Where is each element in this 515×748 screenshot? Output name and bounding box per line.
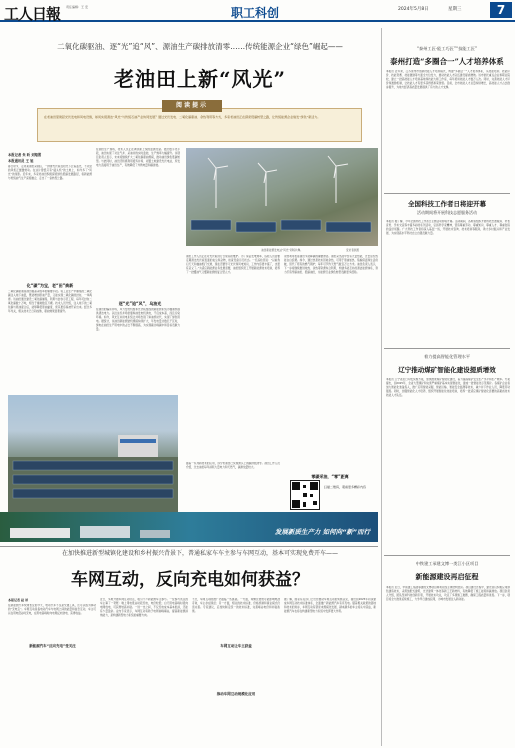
article-column: 不过，车网互动的推广仍面临一些挑战。一方面，频繁充放电可能影响电池寿命，车主存在顾虑；另一方面，相关的技术标准、价格机制和商业模式仍需完善。专家建议，应加快制定统一的技术标准，完善峰谷电价和补贴政策。 — [192, 598, 280, 614]
sidebar-article-text: 本报讯 近日，中铁建工集团承建的文博项目顺利完成主体结构封顶。项目建设过程中，建设者们积极应用绿色建造技术，采用装配式建筑、光伏建筑一体化等新工艺新材料，有效降低了施工能耗和碳排放。项目负责人介绍，团队坚持科技创新引领，开展技术攻关，攻克了多项施工难题，确保工程质量和进度。下一步，项目将全力推进后续施工，力争早日建成投用，为城市发展注入新动能。 — [386, 586, 510, 602]
qr-code[interactable] — [290, 480, 320, 510]
article-column: 在油田的偏远井场，风力发电机组和光伏板组成的新能源系统为抽油机提供清洁电力。以往这些井场依靠柴油发电机供电，不仅成本高，而且污染环境。如今，风光互补供电系统让井场告别了柴油机时代，实现了绿色用电。据统计，该油田新能源装机规模持续扩大，年发电量达数亿千瓦时，绿电在油田生产用电中的占比不断提高，为实现碳达峰碳中和目标贡献力量。 — [96, 308, 180, 332]
reading-tips-label: 阅读提示 — [162, 100, 222, 112]
article-column: 油田工作人员正在对光伏板进行日常巡检维护。为了保证发电效率，巡检人员需要定期清洁光伏板表面的灰尘和杂物，检查设备运行状态。一名巡检员说：“以前我们天天和抽油机打交道，现在还要学习光伏和风电知识，工作内容更丰富了，也更有意义了。”为适应新能源业务发展需要，油田组织员工开展新能源技术培训，培养了一批懂油气又懂新能源的复合型人才。 — [186, 255, 280, 275]
article-column: 春日时节，走进某油田采油区，一排排光伏板在阳光下泛着蓝光，不远处的风机正缓缓转动。在这片曾经只有“磕头机”的土地上，如今多了“风光”的身影。近年来，多家老油田积极探索绿色低碳发展路径，将新能源与传统油气生产深度融合，走出了一条转型之路。 — [8, 165, 92, 181]
sidebar-divider — [384, 555, 510, 556]
qr-code-text: 扫描二维码，观看更多精彩内容 — [324, 485, 367, 489]
article-subhead: 化“碳”为宝，老“田”焕新 — [26, 283, 74, 288]
solar-plant-photo — [8, 395, 178, 513]
photo-caption: 油田新能源发电站“风光”同场共舞。 — [261, 249, 303, 252]
page-number: 7 — [490, 2, 512, 18]
article-column: 在油田生产现场，技术人员正在调试新上线的监测设备。通过数字化手段，油田实现了对注气井、采油井的实时监控，生产效率大幅提升。该项目负责人表示，未来将继续扩大二氧化碳驱油规模，推动油田绿色低碳转型。与此同时，油田还积极利用废弃井场、闲置土地建设光伏电站，所发电力直接用于油田生产，有效降低了外购电量和碳排放。 — [96, 148, 180, 168]
sidebar-divider — [384, 193, 510, 194]
sidebar-headline: 全国科技工作者日将迎开幕 — [408, 200, 486, 208]
article-column: 随着一系列新技术的应用，部分老油田已实现源头上的碳排放清零。油田工作人员介绍，过去油田每年消耗大量电力和天然气，碳排放量较大。 — [186, 462, 280, 470]
charging-headline: 车网互动，反向充电如何获益？ — [71, 570, 309, 590]
column-divider — [381, 28, 382, 746]
article-subhead: 逐“光”追“风”，乌油光 — [118, 301, 162, 306]
sidebar-headline: 泰州打造“多圈合一”人才培养体系 — [390, 57, 504, 66]
charging-kicker: 在加快推进新型城镇化建设和乡村振兴背景下，普通私家车车主参与车网互动，基本可实现免费开车—— — [61, 550, 338, 557]
sidebar-article-text: 本报讯 辽宁省近日印发实施方案，加快推进煤矿智能化建设，着力提高煤矿安全生产水平和生产效率。方案提出，到2025年，全省大型煤矿和灾害严重煤矿基本实现智能化，建成一批智能化示范煤矿。各煤矿企业将加大智能化装备投入，推广应用智能采掘、智能运输、智能安全监测等技术，减少井下作业人员，降低劳动强度。同时，加强智能化人才培养，组织开展智能化技能培训，培养一批适应煤矿智能化需要的高素质技术技能人才队伍。 — [386, 378, 510, 398]
byline-correspondent: 本报通讯员 王 旭 — [8, 159, 34, 163]
sidebar-subheadline: 活动期间将开展科技志愿服务活动 — [417, 210, 477, 215]
sidebar-kicker: “泰州工匠·能工巧匠”“技能工匠” — [416, 46, 478, 51]
article-subhead: 新能源汽车“反向充电”受关注 — [29, 644, 76, 648]
issue-weekday: 星期三 — [448, 7, 462, 12]
wind-solar-photo — [186, 148, 378, 246]
article-column: 据了解，国家有关部门已出台推动车网互动的实施意见，提出到2025年初步建成车网互动技术标准体系，全面推广新能源汽车有序充电。随着相关政策的落地和技术的进步，车网互动有望迎来规模化发展，越来越多的车主将从中获益，新能源汽车也将在构建新型电力系统中发挥更大作用。 — [284, 598, 376, 614]
article-column: 余热利用也是油田节能降碳的重要途径。油田采出液中含有大量热能，过去这些热能白白浪费。如今，通过热泵技术回收余热，可用于原油加热、集输保温和生活供暖，替代了原有的燃气锅炉，每年可节约天然气数百万立方米。油田负责人表示，下一步将继续推进地热、余热等资源综合利用，构建多能互补的清洁能源体系，努力打造零碳油田、低碳油田，为能源行业绿色转型贡献更多经验。 — [284, 255, 378, 275]
article-subhead: 推动车网互动规模化应用 — [216, 692, 256, 696]
sidebar-divider — [384, 348, 510, 349]
article-column: 二氧化碳驱油是油田提高采收率的重要手段。将工业生产中捕集的二氧化碳注入地下油层，既能增加原油产量，又能实现二氧化碳的封存，一举两得。该油田通过建设二氧化碳捕集、利用与封存示范工程，每年可封存二氧化碳数十万吨，相当于植树数百万棵。技术人员介绍，注入地下的二氧化碳与原油混合后，能够降低原油黏度，使其更容易被开采出来。经过多年攻关，相关技术已日趋成熟，驱油效果显著提升。 — [8, 290, 92, 314]
charging-byline: 本报记者 赵 昂 — [8, 598, 29, 602]
masthead-editor: 责任编辑：王 安 — [66, 5, 88, 9]
section-divider — [0, 546, 378, 547]
main-headline: 老油田上新“风光” — [113, 67, 286, 91]
wind-solar-illustration — [186, 148, 378, 246]
sidebar-headline: 新能源建设再启征程 — [415, 572, 479, 581]
sidebar-kicker: 着力提高智能化管理水平 — [423, 354, 471, 359]
solar-plant-illustration — [8, 395, 178, 513]
newspaper-logo: 工人日報 — [4, 5, 61, 23]
photo-credit: 受访者供图 — [346, 249, 359, 252]
sidebar-headline: 辽宁推动煤矿智能化建设提质增效 — [398, 366, 496, 374]
article-column: 近日，多地开展车网互动试点，吸引不少新能源车主参与。一位参与试点的车主算了一笔账：晚上用电低谷时段充电，电价较低；白天用电高峰时段向电网放电，可获得较高补贴。一进一出之间，不仅充电成本基本抵消，还能有少量盈余。业内专家表示，车网互动有助于电网削峰填谷，提高新能源消纳能力，是构建新型电力系统的重要方向。 — [100, 598, 188, 618]
main-kicker: 二氧化碳驱油、逐“光”追“风”、源油生产碳排放清零……传统能源企业“绿色”崛起—— — [57, 42, 343, 51]
byline-reporters: 本报记者 朱 昕 刘翔霄 — [8, 153, 42, 157]
article-subhead: 零碳采油，“零”距离 — [311, 474, 349, 479]
issue-date: 2024年5月8日 — [398, 7, 429, 12]
sidebar-article-text: 本报讯 据了解，今年全国科技工作者日主题活动即将开幕。活动期间，各地将组织开展科技志愿服务、科普宣传、学术交流等丰富多彩的系列活动，弘扬科学家精神，营造尊重劳动、尊重知识、尊重人才、尊重创造的良好氛围。广大科技工作者将深入基层一线，开展技术咨询、技术培训等服务，助力乡村振兴和产业发展，为实现高水平科技自立自强贡献力量。 — [386, 220, 510, 236]
sidebar-kicker: 中铁建工承建文博一类江小区项目 — [415, 561, 479, 566]
reading-tips-text: 在老油田里建起光伏发电和风电设施，如何实现清洁“风光”与传统石油产业协同发展？通过光伏发电、二氧化碳驱油、余热利用等方式，多家老油田正在探索低碳转型之路，让传统能源企业焕发“绿色”新活力。 — [44, 115, 321, 119]
article-subhead: 车网互动让车主获益 — [220, 644, 252, 648]
sidebar-article-text: 本报讯 近年来，江苏泰州市创新技能人才培养模式，构建“多圈合一”人才培养体系，从技能培训、技能评价、技能竞赛、技能激励等方面全方位发力，推动技能人才队伍建设提质增效。该市依托重点企业和职业院校，建立一批高技能人才培训基地和技能大师工作室，每年培训技能人才数万人次。同时，完善技能人才评价和激励机制，让技能人才有更多获得感和荣誉感。目前，全市技能人才总量持续增长，高技能人才占比稳步提升，为地方经济高质量发展提供了有力的人才支撑。 — [386, 70, 510, 90]
article-column: 在新能源汽车快速普及的今天，电动汽车不仅是交通工具，还可以成为移动的“充电宝”。车网互动是指电动汽车与电网之间的能量和信息互动，车主可以在用电低谷时充电，在用电高峰时向电网反向送电，获得收益。 — [8, 604, 96, 616]
section-title: 职工科创 — [230, 6, 279, 20]
charging-banner-text: 发展新质生产力 如何向“新”而行 — [274, 528, 370, 536]
